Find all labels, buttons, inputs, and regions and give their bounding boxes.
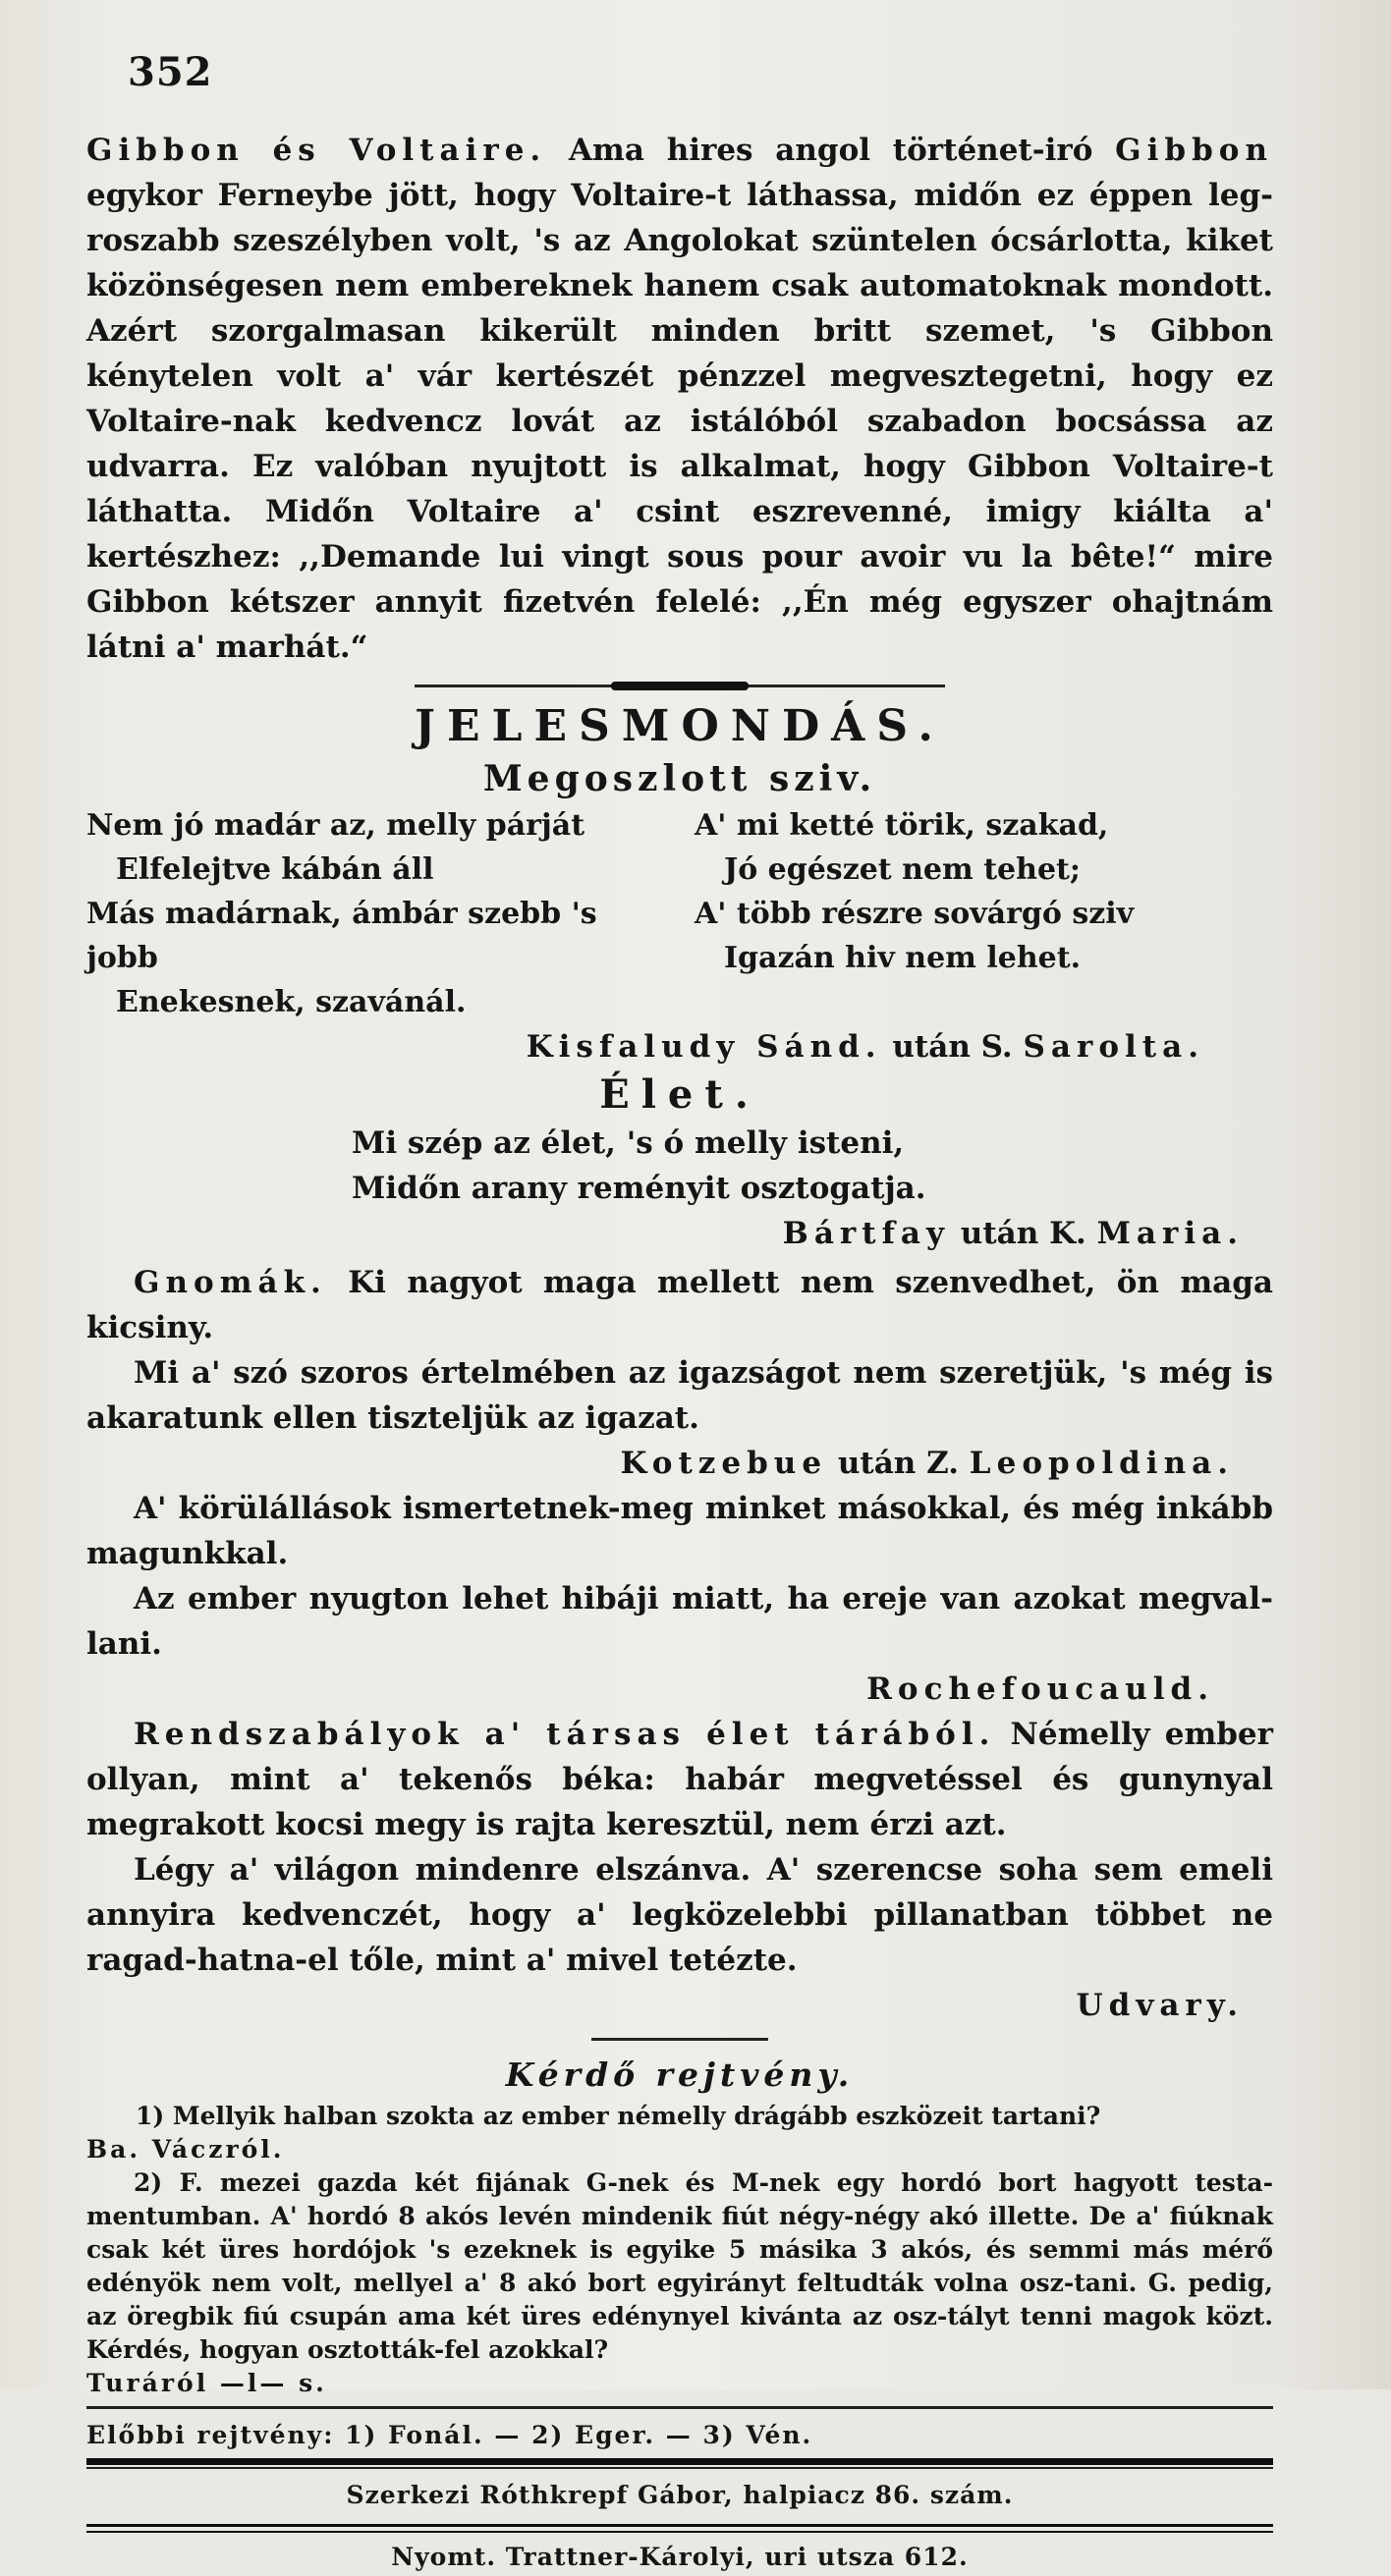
riddle-q1-signature: Ba. Váczról. [86, 2135, 285, 2164]
editor-line: Szerkezi Róthkrepf Gábor, halpiacz 86. szám. [346, 2481, 1014, 2509]
jelesmondas-heading: JELESMONDÁS. [415, 701, 945, 751]
gibbon-paragraph [86, 128, 1273, 670]
page-content [86, 128, 1273, 2576]
poem-right-column [695, 803, 1273, 1024]
gnomak-paragraph-3: A' körülállások ismertetnek-meg minket másokkal, és még inkább magunkkal. [86, 1491, 1273, 1571]
ornamental-divider [415, 680, 945, 691]
poem-line: Enekesnek, szavánál. [116, 985, 467, 1019]
gnomak-signature-1 [86, 1441, 1273, 1486]
life-sig-mid: után K. [960, 1216, 1086, 1251]
rend-paragraph-1 [86, 1712, 1273, 1847]
poem-left-column [86, 803, 665, 1024]
rend-label: Rendszabályok a' társas élet tárából. [134, 1717, 996, 1752]
printer-line: Nyomt. Trattner-Károlyi, uri utsza 612. [391, 2543, 969, 2571]
rend-signature: Udvary. [1076, 1988, 1244, 2023]
life-title: Élet. [599, 1071, 760, 1118]
gnomak-paragraph-4: Az ember nyugton lehet hibáji miatt, ha ereje van azokat megval-lani. [86, 1581, 1273, 1662]
poem-line: A' több részre sovárgó sziv [695, 897, 1135, 931]
rend-paragraph-2: Légy a' világon mindenre elszánva. A' szerencse soha sem emeli annyira kedvenczét, hogy a' legközelebbi pillanatban többet ne ragad-hatna-el tőle, mint a' mivel tetézte. [86, 1852, 1273, 1978]
gnomak-label: Gnomák. [134, 1265, 327, 1300]
life-translator: Maria. [1096, 1216, 1244, 1251]
gnomak-signature-2: Rochefoucauld. [866, 1672, 1214, 1707]
life-author: Bártfay [782, 1216, 950, 1251]
poem-sig-mid: után S. [892, 1029, 1013, 1065]
poem-title: Megoszlott sziv. [482, 758, 877, 799]
gnomak-text: Ki nagyot maga mellett nem szenvedhet, ön maga kicsiny. [86, 1265, 1273, 1345]
gibbon-name: Gibbon [1115, 133, 1273, 168]
poem-line: Jó egészet nem tehet; [724, 852, 1081, 887]
gnomak-sig1-author: Kotzebue [620, 1446, 828, 1481]
gnomak-paragraph-1 [86, 1260, 1273, 1350]
footer-thick-rule [86, 2458, 1273, 2465]
poem-author: Kisfaludy Sánd. [526, 1029, 882, 1065]
gibbon-text-body: egykor Ferneybe jött, hogy Voltaire-t láthassa, midőn ez éppen leg-roszabb szeszélyben volt, 's az Angolokat szüntelen ócsárlotta, kiket közönségesen nem embereknek hanem csak automatoknak mondott. Azért szorgalmasan kikerült minden britt szemet, 's Gibbon kénytelen volt a' vár kertészét pénzzel megvesztegetni, hogy ez Voltaire-nak kedvencz lovát az istálóból szabadon bocsássa az udvarra. Ez valóban nyujtott is alkalmat, hogy Gibbon Voltaire-t láthatta. Midőn Voltaire a' csint eszrevenné, imigy kiálta a' kertészhez: ,,Demande lui vingt sous pour avoir vu la bête!“ mire Gibbon kétszer annyit fizetvén felelé: ,,Én még egyszer ohajtnám látni a' marhát.“ [86, 178, 1273, 665]
riddle-q2-signature: Turáról —l— s. [86, 2369, 327, 2397]
poem-line: Elfelejtve kábán áll [116, 852, 434, 887]
poem-line: Nem jó madár az, melly párját [86, 808, 585, 843]
riddle-divider [86, 2406, 1273, 2409]
gibbon-title: Gibbon és Voltaire. [86, 133, 547, 168]
footer-thin-rule [86, 2467, 1273, 2469]
poem-line: A' mi ketté törik, szakad, [695, 808, 1109, 843]
riddle-title: Kérdő rejtvény. [505, 2055, 855, 2094]
short-divider [591, 2038, 768, 2041]
poem-signature [86, 1024, 1273, 1069]
gnomak-sig1-translator: Leopoldina. [969, 1446, 1234, 1481]
riddle-question-2: 2) F. mezei gazda két fijának G-nek és M-nek egy hordó bort hagyott testa-mentumban. A' hordó 8 akós levén mindenik fiút négy-négy akó illette. De a' fiúknak csak két üres hordójok 's ezeknek is egyike 5 másika 3 akós, és semmi más mérő edényök nem volt, mellyel a' 8 akó bort egyirányt feltudták volna osz-tani. G. pedig, az öregbik fiú csupán ama két üres edénynyel kivánta az osz-tályt tenni magok közt. Kérdés, hogyan osztották-fel azokkal? [86, 2168, 1273, 2364]
poem [86, 803, 1273, 1024]
poem-line: Más madárnak, ámbár szebb 's jobb [86, 897, 597, 975]
life-signature [86, 1211, 1273, 1256]
poem-line: Igazán hiv nem lehet. [724, 941, 1082, 975]
riddle-question-1: 1) Mellyik halban szokta az ember némelly drágább eszközeit tartani? [136, 2102, 1101, 2130]
rend-text: Némelly ember ollyan, mint a' tekenős béka: habár megvetéssel és gunynyal megrakott kocsi megy is rajta keresztül, nem érzi azt. [86, 1717, 1273, 1842]
gnomak-paragraph-2: Mi a' szó szoros értelmében az igazságot nem szeretjük, 's még is akaratunk ellen tiszteljük az igazat. [86, 1355, 1273, 1436]
life-line: Midőn arany reményit osztogatja. [352, 1171, 926, 1206]
life-line: Mi szép az élet, 's ó melly isteni, [352, 1125, 905, 1161]
footer-double-rule [86, 2524, 1273, 2533]
gnomak-sig1-mid: után Z. [837, 1446, 959, 1481]
life-verse [86, 1121, 1273, 1211]
gibbon-text-start: Ama hires angol történet-iró [568, 133, 1093, 168]
page-number: 352 [128, 49, 213, 95]
previous-riddle-answers: Előbbi rejtvény: 1) Fonál. — 2) Eger. — 3) Vén. [86, 2421, 813, 2449]
poem-translator: Sarolta. [1023, 1029, 1204, 1065]
